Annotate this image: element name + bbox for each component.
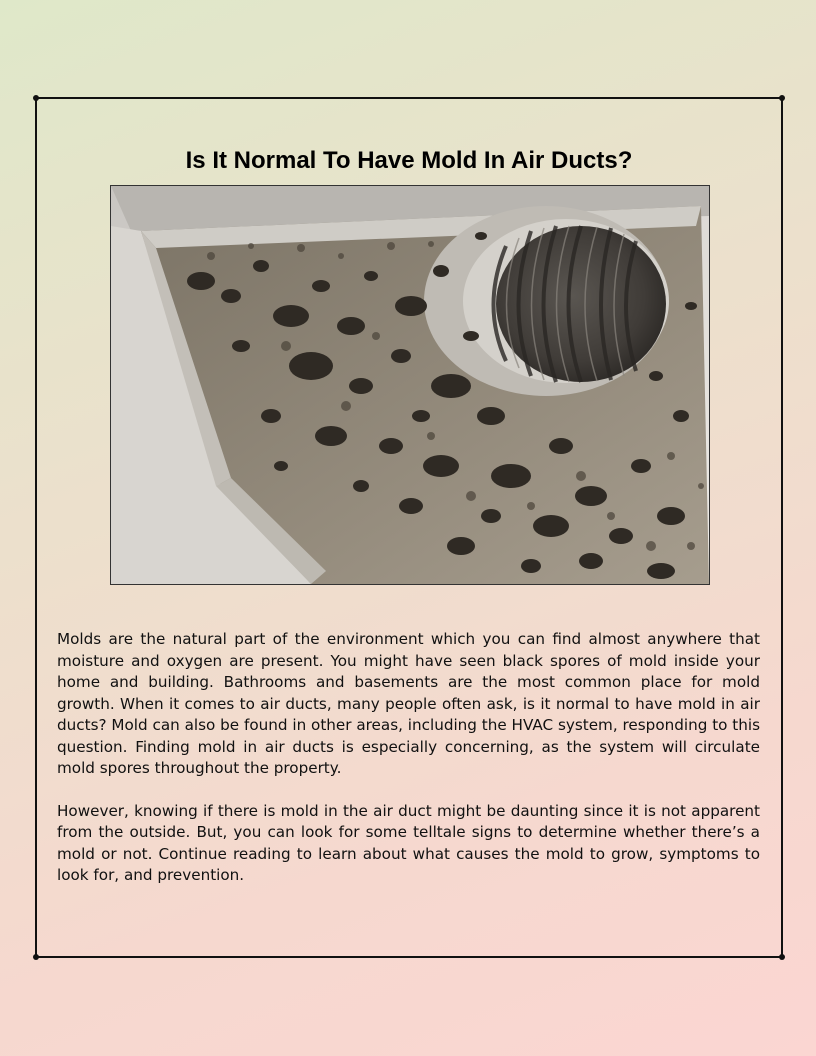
document-title: Is It Normal To Have Mold In Air Ducts? (185, 147, 633, 174)
article-body (57, 629, 760, 908)
frame-corner (33, 954, 39, 960)
frame-corner (779, 954, 785, 960)
frame-corner (33, 95, 39, 101)
frame-corner (779, 95, 785, 101)
paragraph: However, knowing if there is mold in the air duct might be daunting since it is not apparent from the outside. But, you can look for some telltale signs to determine whether there’s a mold or not. Continue reading to learn about what causes the mold to grow, symptoms to look for, and prevention. (57, 801, 760, 884)
paragraph: Molds are the natural part of the environment which you can find almost anywhere that moisture and oxygen are present. You might have seen black spores of mold inside your home and building. Bathrooms and basements are the most common place for mold growth. When it comes to air ducts, many people often ask, is it normal to have mold in air ducts? Mold can also be found in other areas, including the HVAC system, responding to this question. Finding mold in air ducts is especially concerning, as the system will circulate mold spores throughout the property. (57, 630, 760, 777)
page-frame (35, 97, 783, 958)
moldy-air-duct-photo (110, 185, 710, 585)
